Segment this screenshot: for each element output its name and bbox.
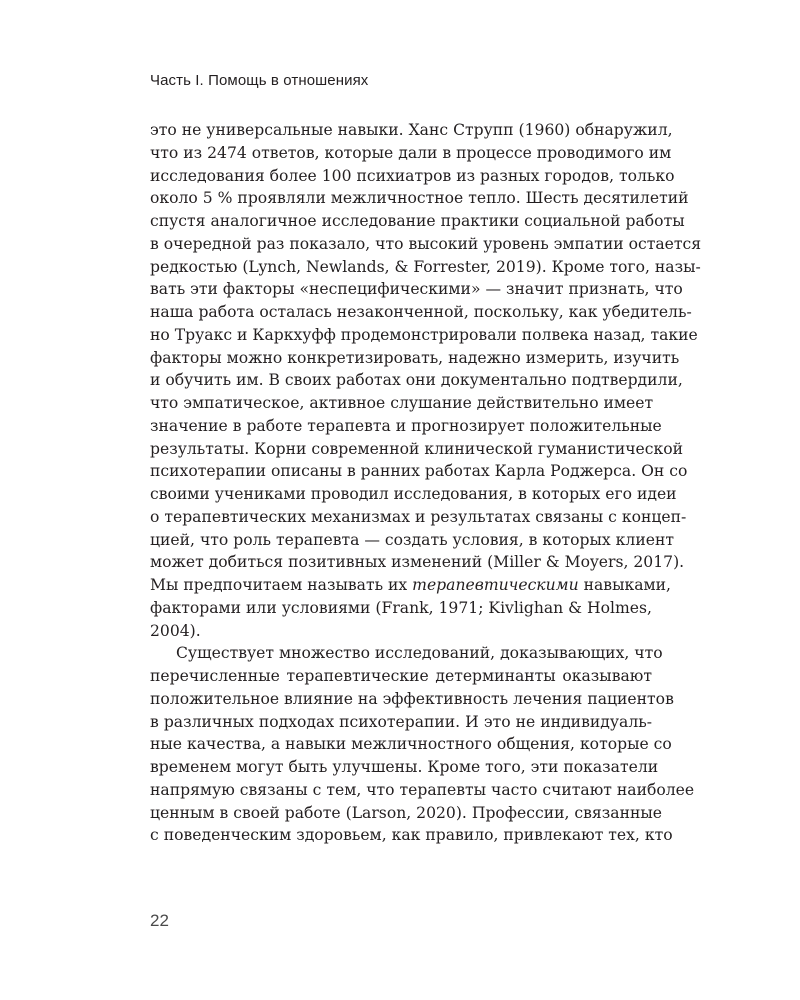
text-line: факторами или условиями (Frank, 1971; Kivlighan & Holmes, xyxy=(150,598,652,617)
text-segment: навыками, xyxy=(578,576,672,594)
italic-term: терапевтическими xyxy=(412,576,579,594)
text-line: но Труакс и Каркхуфф продемонстрировали полвека назад, такие xyxy=(150,325,698,344)
text-line: наша работа осталась незаконченной, поскольку, как убедитель- xyxy=(150,303,692,321)
text-line: в очередной раз показало, что высокий уровень эмпатии остается xyxy=(150,234,702,253)
text-line: ценным в своей работе (Larson, 2020). Профессии, связанные xyxy=(150,803,662,822)
text-line: о терапевтических механизмах и результатах связаны с концеп- xyxy=(150,507,687,526)
text-line: факторы можно конкретизировать, надежно измерить, изучить xyxy=(150,348,680,367)
text-line: может добиться позитивных изменений (Miller & Moyers, 2017). xyxy=(150,553,685,572)
text-line: около 5 % проявляли межличностное тепло. Шесть десятилетий xyxy=(150,189,689,208)
text-line: что из 2474 ответов, которые дали в процессе проводимого им xyxy=(150,143,672,162)
text-line: временем могут быть улучшены. Кроме того, эти показатели xyxy=(150,758,659,776)
body-text xyxy=(150,119,702,847)
text-line: своими учениками проводил исследования, в которых его идеи xyxy=(150,485,677,503)
text-line xyxy=(150,574,672,597)
text-line: положительное влияние на эффективность лечения пациентов xyxy=(150,689,674,708)
paragraph xyxy=(150,642,695,847)
text-line: результаты. Корни современной клинической гуманистической xyxy=(150,439,684,458)
text-line: 2004). xyxy=(150,621,201,640)
text-line: напрямую связаны с тем, что терапевты часто считают наиболее xyxy=(150,780,695,799)
text-line: редкостью (Lynch, Newlands, & Forrester, 2019). Кроме того, назы- xyxy=(150,257,701,276)
text-line: перечисленные терапевтические детерминанты оказывают xyxy=(150,667,652,685)
text-line: Существует множество исследований, доказывающих, что xyxy=(176,644,663,663)
text-line: ные качества, а навыки межличностного общения, которые со xyxy=(150,735,672,754)
text-line: и обучить им. В своих работах они документально подтвердили, xyxy=(150,371,683,390)
paragraph xyxy=(150,119,702,642)
page-number: 22 xyxy=(150,911,169,930)
text-line: значение в работе терапевта и прогнозирует положительные xyxy=(150,416,662,435)
text-line: исследования более 100 психиатров из разных городов, только xyxy=(150,166,675,185)
running-head: Часть I. Помощь в отношениях xyxy=(150,72,369,89)
text-segment: Мы предпочитаем называть их xyxy=(150,576,413,594)
text-line: с поведенческим здоровьем, как правило, привлекают тех, кто xyxy=(150,826,673,845)
text-line: в различных подходах психотерапии. И это не индивидуаль- xyxy=(150,712,652,731)
text-line: цией, что роль терапевта — создать условия, в которых клиент xyxy=(150,530,674,549)
text-line: что эмпатическое, активное слушание действительно имеет xyxy=(150,394,654,412)
text-line: вать эти факторы «неспецифическими» — значит признать, что xyxy=(150,280,683,299)
text-line: спустя аналогичное исследование практики социальной работы xyxy=(150,212,685,230)
text-line: это не универсальные навыки. Ханс Струпп (1960) обнаружил, xyxy=(150,121,673,139)
text-line: психотерапии описаны в ранних работах Карла Роджерса. Он со xyxy=(150,462,688,481)
